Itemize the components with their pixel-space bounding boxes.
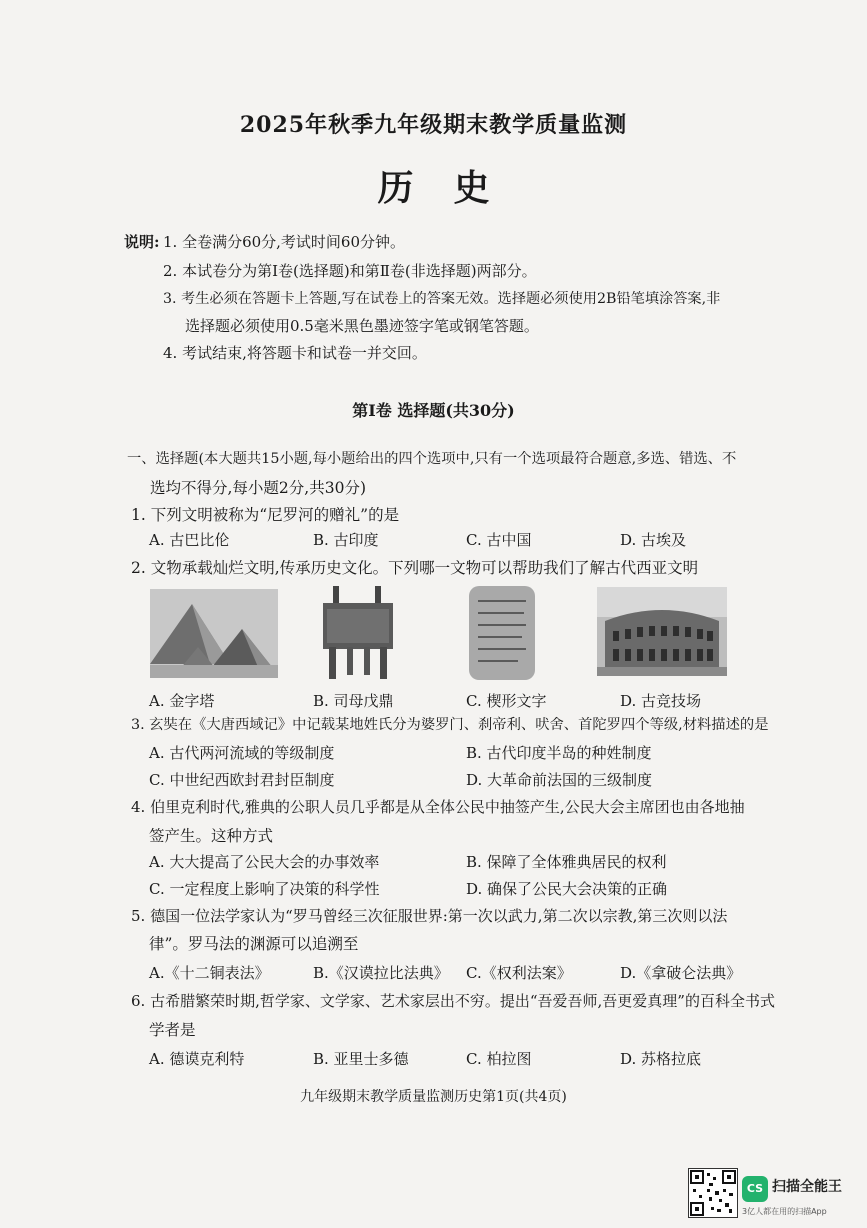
page-footer: 九年级期末教学质量监测历史第1页(共4页) [300, 1089, 567, 1105]
option: A. 古代两河流域的等级制度 [149, 744, 335, 762]
question-stem: 5. 德国一位法学家认为“罗马曾经三次征服世界:第一次以武力,第二次以宗教,第三次则以法 [131, 907, 728, 925]
question-stem: 6. 古希腊繁荣时期,哲学家、文学家、艺术家层出不穷。提出“吾爱吾师,吾更爱真理”的百科全书式 [131, 992, 775, 1010]
section-instruction: 一、选择题(本大题共15小题,每小题给出的四个选项中,只有一个选项最符合题意,多选、错选、不 [127, 451, 737, 467]
note-item: 4. 考试结束,将答题卡和试卷一并交回。 [163, 344, 427, 362]
option: B. 司母戊鼎 [313, 692, 394, 710]
option: C. 一定程度上影响了决策的科学性 [149, 880, 380, 898]
qr-code-icon [688, 1168, 738, 1218]
option: A. 古巴比伦 [149, 531, 230, 549]
notes-label: 说明: [124, 233, 160, 251]
question-stem: 学者是 [149, 1021, 196, 1039]
option: D. 古埃及 [620, 531, 687, 549]
option: C. 中世纪西欧封君封臣制度 [149, 771, 335, 789]
pyramids-image [150, 589, 278, 678]
section-title: 第Ⅰ卷 选择题(共30分) [352, 401, 515, 420]
subject-title: 历史 [377, 167, 530, 209]
note-item: 2. 本试卷分为第Ⅰ卷(选择题)和第Ⅱ卷(非选择题)两部分。 [163, 262, 537, 280]
option: D. 确保了公民大会决策的正确 [466, 880, 668, 898]
question-stem: 4. 伯里克利时代,雅典的公职人员几乎都是从全体公民中抽签产生,公民大会主席团也由各地抽 [131, 798, 745, 816]
scanner-tagline: 3亿人都在用的扫描App [742, 1207, 827, 1216]
scanner-watermark [688, 1168, 863, 1222]
ding-vessel-image [317, 583, 399, 681]
note-item: 3. 考生必须在答题卡上答题,写在试卷上的答案无效。选择题必须使用2B铅笔填涂答案,非 [163, 291, 721, 307]
question-stem: 签产生。这种方式 [149, 827, 274, 845]
question-stem: 3. 玄奘在《大唐西域记》中记载某地姓氏分为婆罗门、刹帝利、吠舍、首陀罗四个等级,材料描述的是 [131, 717, 769, 733]
option: B. 保障了全体雅典居民的权利 [466, 853, 667, 871]
option: B. 亚里士多德 [313, 1050, 409, 1068]
option: B. 古印度 [313, 531, 379, 549]
option: B. 古代印度半岛的种姓制度 [466, 744, 652, 762]
option: D. 苏格拉底 [620, 1050, 702, 1068]
option: D. 大革命前法国的三级制度 [466, 771, 653, 789]
question-stem: 律”。罗马法的渊源可以追溯至 [149, 935, 359, 953]
option: C.《权利法案》 [466, 964, 572, 982]
option: D.《拿破仑法典》 [620, 964, 742, 982]
cuneiform-tablet-image [466, 583, 538, 683]
note-item: 选择题必须使用0.5毫米黑色墨迹签字笔或钢笔答题。 [185, 317, 539, 335]
option: A.《十二铜表法》 [149, 964, 270, 982]
camscanner-logo-icon: CS [742, 1176, 768, 1202]
option: C. 楔形文字 [466, 692, 547, 710]
option: D. 古竞技场 [620, 692, 702, 710]
option: C. 古中国 [466, 531, 532, 549]
exam-title: 2025年秋季九年级期末教学质量监测 [239, 112, 628, 138]
question-stem: 1. 下列文明被称为“尼罗河的赠礼”的是 [131, 506, 400, 524]
colosseum-image [597, 587, 727, 676]
scanner-app-name: 扫描全能王 [772, 1179, 842, 1195]
question-stem: 2. 文物承载灿烂文明,传承历史文化。下列哪一文物可以帮助我们了解古代西亚文明 [131, 559, 699, 577]
section-instruction: 选均不得分,每小题2分,共30分) [150, 479, 366, 497]
note-item: 1. 全卷满分60分,考试时间60分钟。 [163, 233, 406, 251]
option: B.《汉谟拉比法典》 [313, 964, 449, 982]
option: A. 德谟克利特 [149, 1050, 245, 1068]
option: C. 柏拉图 [466, 1050, 532, 1068]
option: A. 大大提高了公民大会的办事效率 [149, 853, 380, 871]
option: A. 金字塔 [149, 692, 215, 710]
